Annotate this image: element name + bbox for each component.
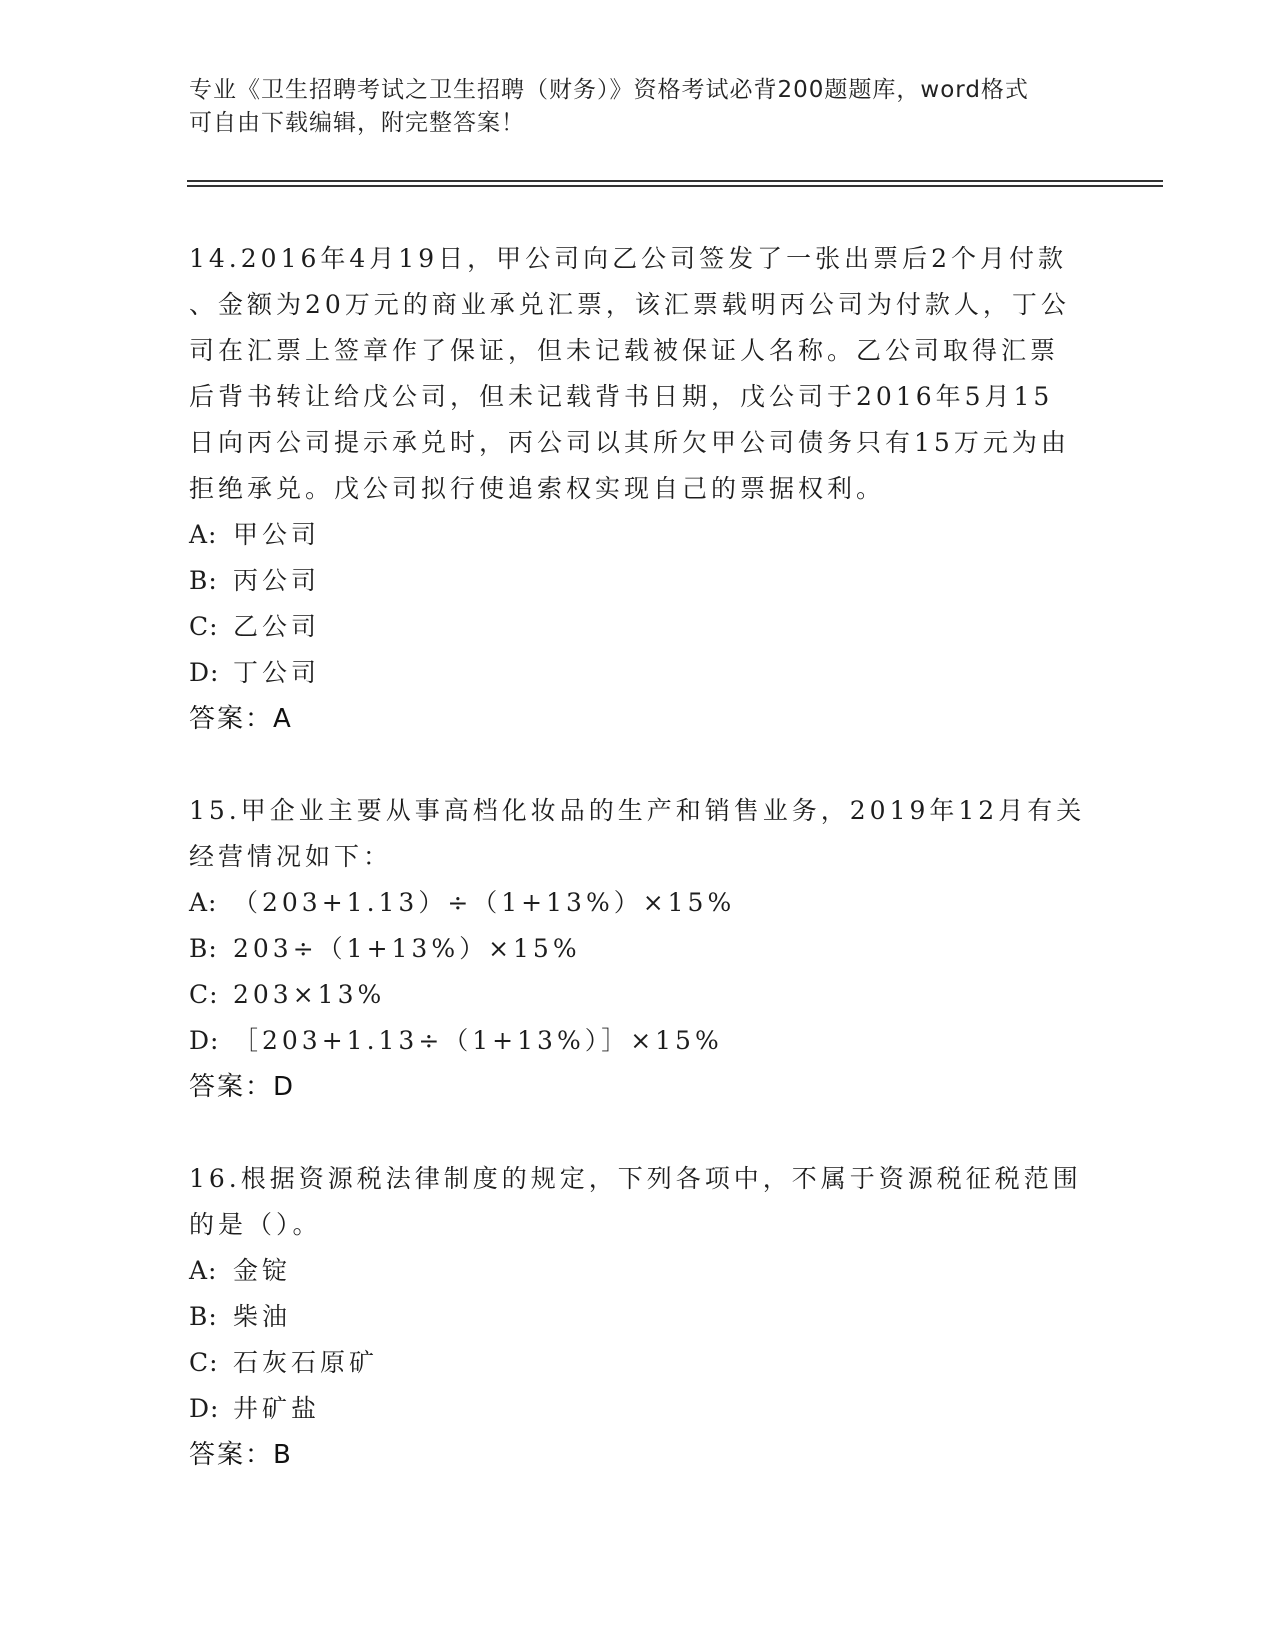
option-text: ［203+1.13÷（1+13%）］×15% [233,1026,723,1055]
header-divider-bottom [187,185,1163,187]
question-15 [189,788,1089,1110]
stem-line: 、金额为20万元的商业承兑汇票，该汇票载明丙公司为付款人，丁公 [189,290,1070,319]
stem-line: 司在汇票上签章作了保证，但未记载被保证人名称。乙公司取得汇票 [189,336,1060,365]
option-text: 井矿盐 [233,1394,321,1423]
option-text: 金锭 [233,1256,292,1285]
option-text: 乙公司 [233,612,321,641]
stem-line: 后背书转让给戊公司，但未记载背书日期，戊公司于2016年5月15 [189,382,1054,411]
option-key: B: [189,566,218,595]
option-key: D: [189,658,220,687]
option-text: 甲公司 [233,520,321,549]
header-divider-top [187,180,1163,182]
question-stem [189,1156,1089,1248]
header-title-line-1: 专业《卫生招聘考试之卫生招聘（财务）》资格考试必背200题题库，word格式 [189,77,1029,103]
option-key: A: [189,520,218,549]
option-key: B: [189,1302,218,1331]
option-text: 丁公司 [233,658,321,687]
question-stem [189,788,1089,880]
question-stem [189,236,1089,512]
option-key: A: [189,1256,218,1285]
stem-line: 日向丙公司提示承兑时，丙公司以其所欠甲公司债务只有15万元为由 [189,428,1070,457]
answer-line: 答案：D [189,1072,296,1102]
option-c [189,1340,1089,1386]
option-text: 203×13% [233,980,386,1009]
option-a [189,880,1089,926]
question-16 [189,1156,1089,1478]
answer-line: 答案：A [189,704,293,734]
stem-line: 14.2016年4月19日，甲公司向乙公司签发了一张出票后2个月付款 [189,244,1068,273]
question-list [189,236,1089,1524]
answer-line: 答案：B [189,1440,293,1470]
option-key: C: [189,1348,219,1377]
option-text: 石灰石原矿 [233,1348,379,1377]
option-a [189,1248,1089,1294]
option-text: 203÷（1+13%）×15% [233,934,581,963]
question-14 [189,236,1089,742]
option-b [189,926,1089,972]
option-a [189,512,1089,558]
option-key: B: [189,934,218,963]
document-header [189,74,1069,140]
option-d [189,650,1089,696]
option-d [189,1018,1089,1064]
option-key: A: [189,888,218,917]
stem-line: 15.甲企业主要从事高档化妆品的生产和销售业务，2019年12月有关 [189,796,1086,825]
option-c [189,604,1089,650]
stem-line: 经营情况如下： [189,842,393,871]
option-key: C: [189,980,219,1009]
stem-line: 16.根据资源税法律制度的规定，下列各项中，不属于资源税征税范围 [189,1164,1082,1193]
stem-line: 的是（）。 [189,1210,322,1239]
option-key: D: [189,1394,220,1423]
option-d [189,1386,1089,1432]
stem-line: 拒绝承兑。戊公司拟行使追索权实现自己的票据权利。 [189,474,886,503]
option-b [189,558,1089,604]
option-c [189,972,1089,1018]
header-title-line-2: 可自由下载编辑，附完整答案！ [189,110,525,136]
option-b [189,1294,1089,1340]
option-key: C: [189,612,219,641]
option-text: 柴油 [233,1302,292,1331]
option-text: （203+1.13）÷（1+13%）×15% [233,888,736,917]
option-text: 丙公司 [233,566,321,595]
option-key: D: [189,1026,220,1055]
